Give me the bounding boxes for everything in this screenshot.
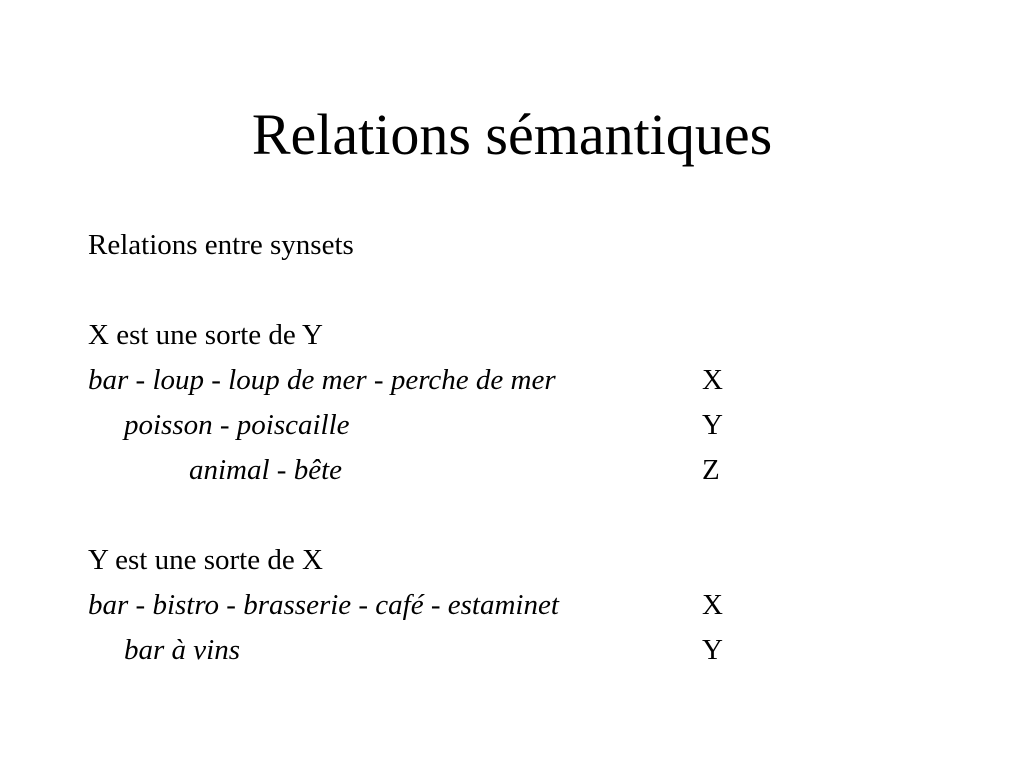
section1-heading: X est une sorte de Y xyxy=(88,319,323,351)
subtitle: Relations entre synsets xyxy=(88,229,354,261)
section2-synset-row-2: bar à vins xyxy=(124,634,240,666)
section2-marker-row-1: X xyxy=(702,589,723,621)
section1-marker-row-3: Z xyxy=(702,454,720,486)
section1-synset-row-2: poisson - poiscaille xyxy=(124,409,350,441)
section2-marker-row-2: Y xyxy=(702,634,723,666)
slide-title: Relations sémantiques xyxy=(251,102,773,167)
section2-heading: Y est une sorte de X xyxy=(88,544,323,576)
section1-synset-row-3: animal - bête xyxy=(189,454,343,486)
section1-synset-row-1: bar - loup - loup de mer - perche de mer xyxy=(88,364,556,396)
section1-marker-row-2: Y xyxy=(702,409,723,441)
section1-marker-row-1: X xyxy=(702,364,723,396)
section2-synset-row-1: bar - bistro - brasserie - café - estaminet xyxy=(88,589,559,621)
